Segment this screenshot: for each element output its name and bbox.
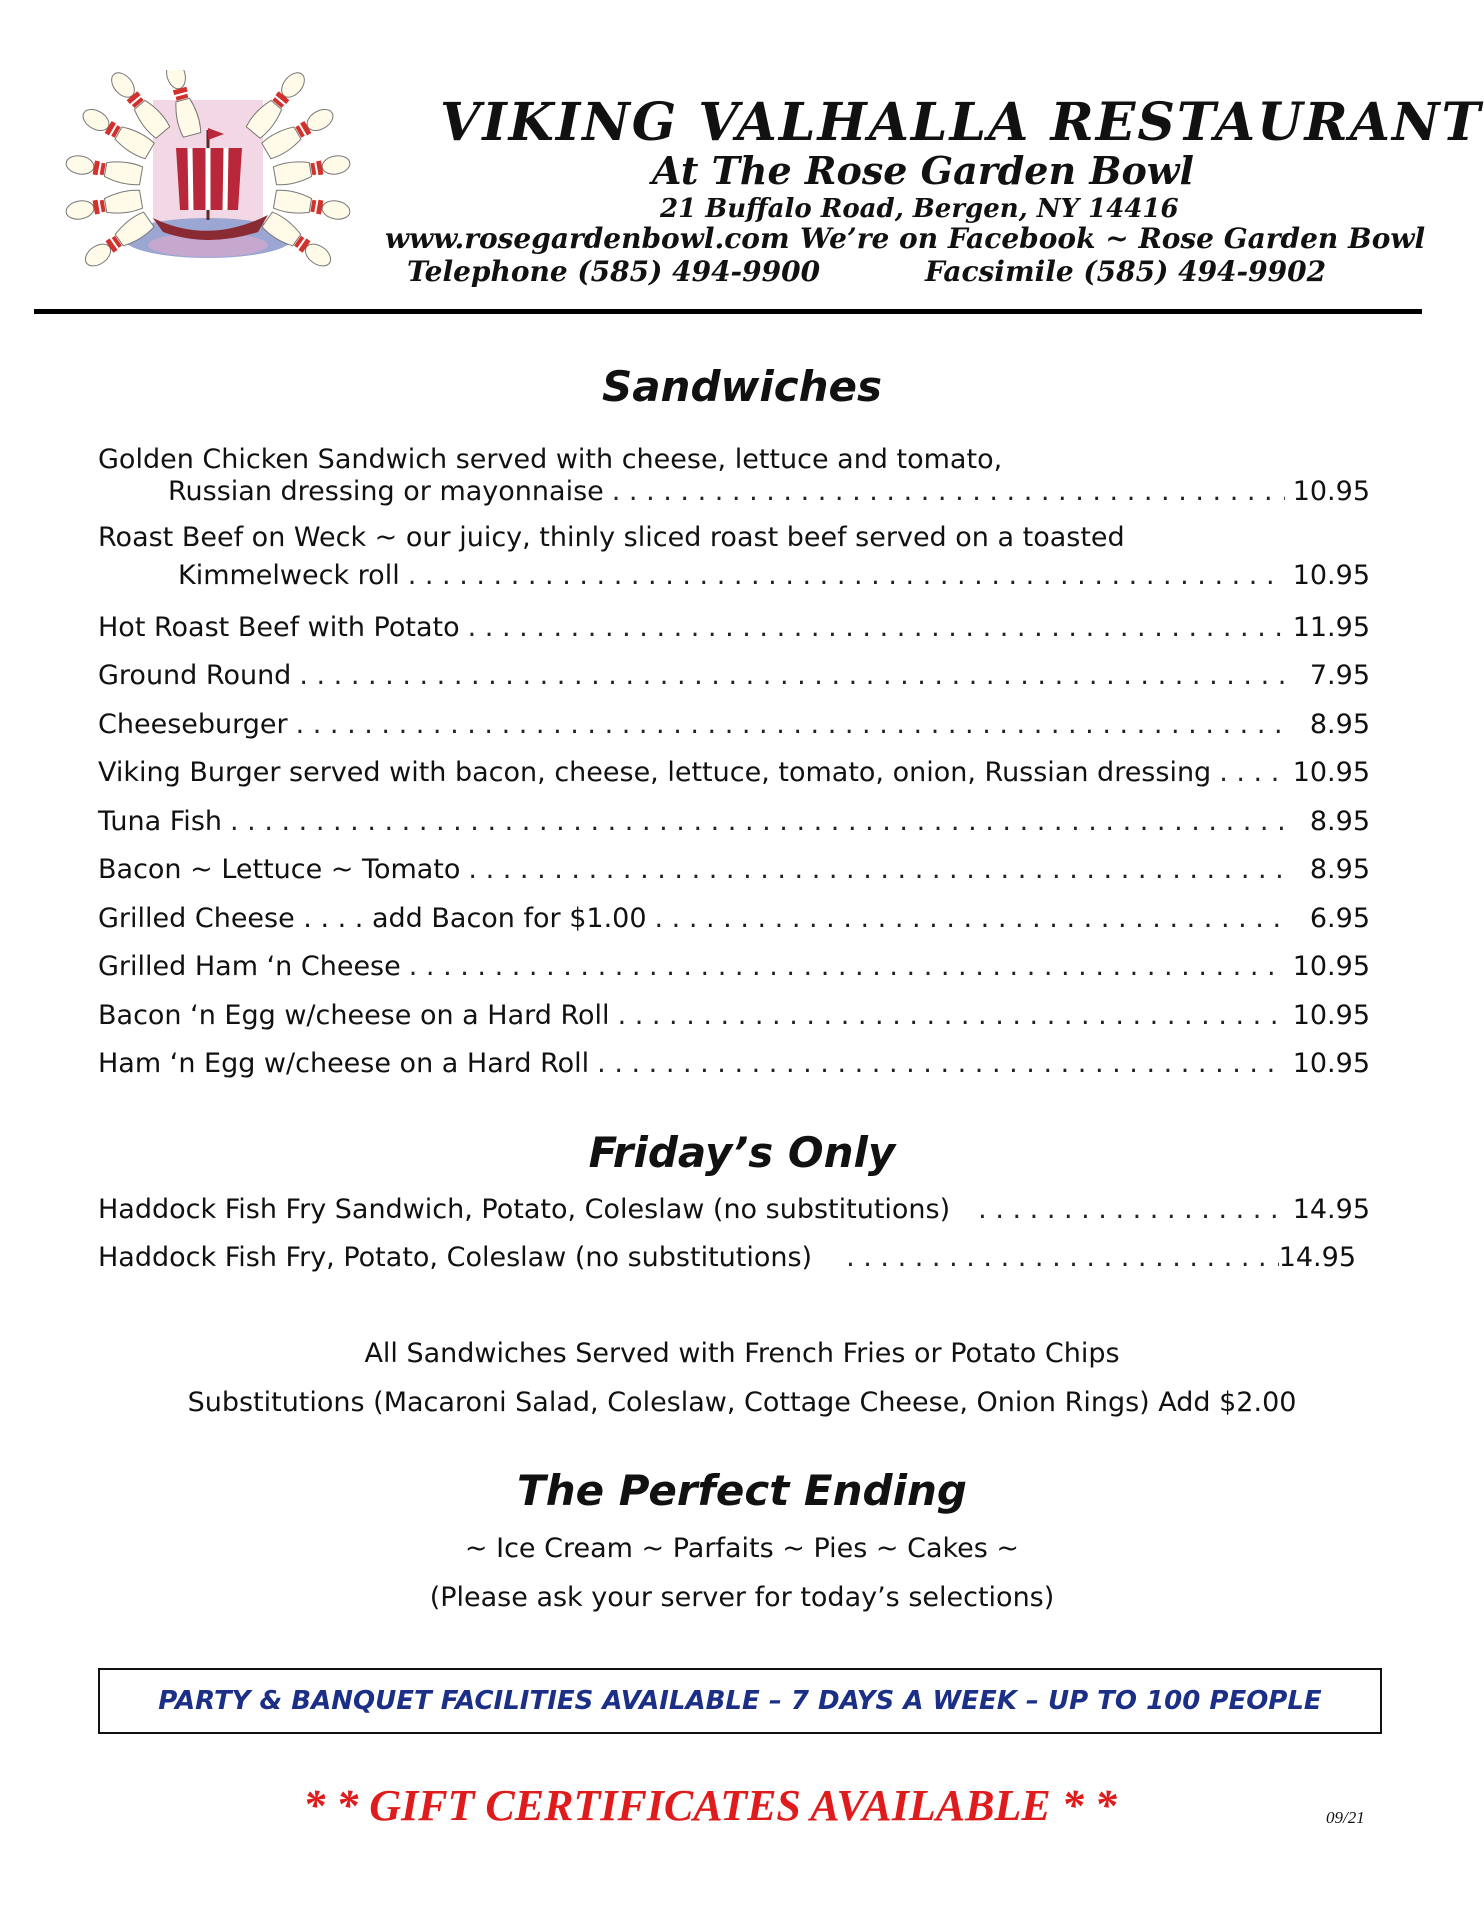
menu-item-price: 10.95 <box>1292 1048 1370 1079</box>
menu-item <box>98 660 1370 692</box>
menu-item <box>98 444 1370 508</box>
sandwiches-heading: Sandwiches <box>601 362 883 411</box>
menu-item-price: 10.95 <box>1292 476 1370 507</box>
menu-item <box>98 757 1370 789</box>
menu-item-name: Cheeseburger <box>98 709 288 740</box>
restaurant-subtitle: At The Rose Garden Bowl <box>652 148 1194 193</box>
menu-item <box>98 1000 1370 1032</box>
dessert-list: ~ Ice Cream ~ Parfaits ~ Pies ~ Cakes ~ <box>464 1533 1020 1564</box>
menu-item-name: Viking Burger served with bacon, cheese, lettuce, tomato, onion, Russian dressing <box>98 757 1212 788</box>
menu-item-name: Grilled Cheese . . . . add Bacon for $1.00 <box>98 903 647 934</box>
menu-item-price: 11.95 <box>1292 612 1370 643</box>
menu-item-desc: Roast Beef on Weck ~ our juicy, thinly sliced roast beef served on a toasted <box>98 522 1125 553</box>
menu-item-price: 10.95 <box>1292 1000 1370 1031</box>
menu-item-price: 8.95 <box>1309 806 1370 837</box>
fax-text: Facsimile (585) 494-9902 <box>925 255 1327 288</box>
menu-item <box>98 806 1370 838</box>
menu-item <box>98 612 1370 644</box>
menu-item-price: 10.95 <box>1292 951 1370 982</box>
menu-item-name: Ham ‘n Egg w/cheese on a Hard Roll <box>98 1048 590 1079</box>
menu-item <box>98 854 1370 886</box>
menu-item-name: Haddock Fish Fry Sandwich, Potato, Coleslaw (no substitutions) <box>98 1194 951 1225</box>
menu-item-price: 14.95 <box>1292 1194 1370 1225</box>
header-divider <box>34 309 1422 314</box>
sides-note: All Sandwiches Served with French Fries or Potato Chips <box>364 1338 1120 1369</box>
menu-item-name: Bacon ~ Lettuce ~ Tomato <box>98 854 461 885</box>
banquet-banner <box>98 1668 1382 1734</box>
dessert-note: (Please ask your server for today’s selections) <box>429 1582 1055 1613</box>
menu-item-name: Tuna Fish <box>98 806 222 837</box>
restaurant-address: 21 Buffalo Road, Bergen, NY 14416 <box>660 194 1179 224</box>
menu-item-desc: Russian dressing or mayonnaise <box>168 476 604 507</box>
restaurant-name: VIKING VALHALLA RESTAURANT <box>440 92 1483 153</box>
menu-item <box>98 1048 1370 1080</box>
menu-item-name: Ground Round <box>98 660 292 691</box>
menu-item-name: Grilled Ham ‘n Cheese <box>98 951 401 982</box>
menu-item <box>98 1242 1356 1274</box>
menu-item-price: 7.95 <box>1309 660 1370 691</box>
menu-item-price: 6.95 <box>1309 903 1370 934</box>
fridays-heading: Friday’s Only <box>588 1128 896 1177</box>
menu-item-desc: Kimmelweck roll <box>178 560 400 591</box>
facebook-text: We’re on Facebook ~ Rose Garden Bowl <box>800 222 1426 255</box>
menu-item-price: 8.95 <box>1309 709 1370 740</box>
menu-item-name: Haddock Fish Fry, Potato, Coleslaw (no substitutions) <box>98 1242 813 1273</box>
website-text: www.rosegardenbowl.com <box>385 222 790 255</box>
menu-item-name: Hot Roast Beef with Potato <box>98 612 460 643</box>
telephone-text: Telephone (585) 494-9900 <box>407 255 821 288</box>
menu-item <box>98 522 1370 592</box>
menu-item <box>98 1194 1370 1226</box>
banquet-text: PARTY & BANQUET FACILITIES AVAILABLE – 7 DAYS A WEEK – UP TO 100 PEOPLE <box>158 1686 1322 1716</box>
menu-item-price: 10.95 <box>1292 560 1370 591</box>
menu-item <box>98 903 1370 935</box>
viking-ship-bowling-pins-icon <box>58 70 358 295</box>
date-code: 09/21 <box>1326 1808 1365 1827</box>
menu-item-price: 10.95 <box>1292 757 1370 788</box>
substitutions-note: Substitutions (Macaroni Salad, Coleslaw, Cottage Cheese, Onion Rings) Add $2.00 <box>187 1387 1297 1418</box>
menu-item <box>98 709 1370 741</box>
menu-item-price: 8.95 <box>1309 854 1370 885</box>
menu-item-desc: Golden Chicken Sandwich served with cheese, lettuce and tomato, <box>98 444 1003 475</box>
menu-item <box>98 951 1370 983</box>
gift-certificates-text: * * GIFT CERTIFICATES AVAILABLE * * <box>303 1781 1117 1830</box>
dessert-heading: The Perfect Ending <box>517 1466 967 1515</box>
menu-item-name: Bacon ‘n Egg w/cheese on a Hard Roll <box>98 1000 610 1031</box>
menu-item-price: 14.95 <box>1278 1242 1356 1273</box>
